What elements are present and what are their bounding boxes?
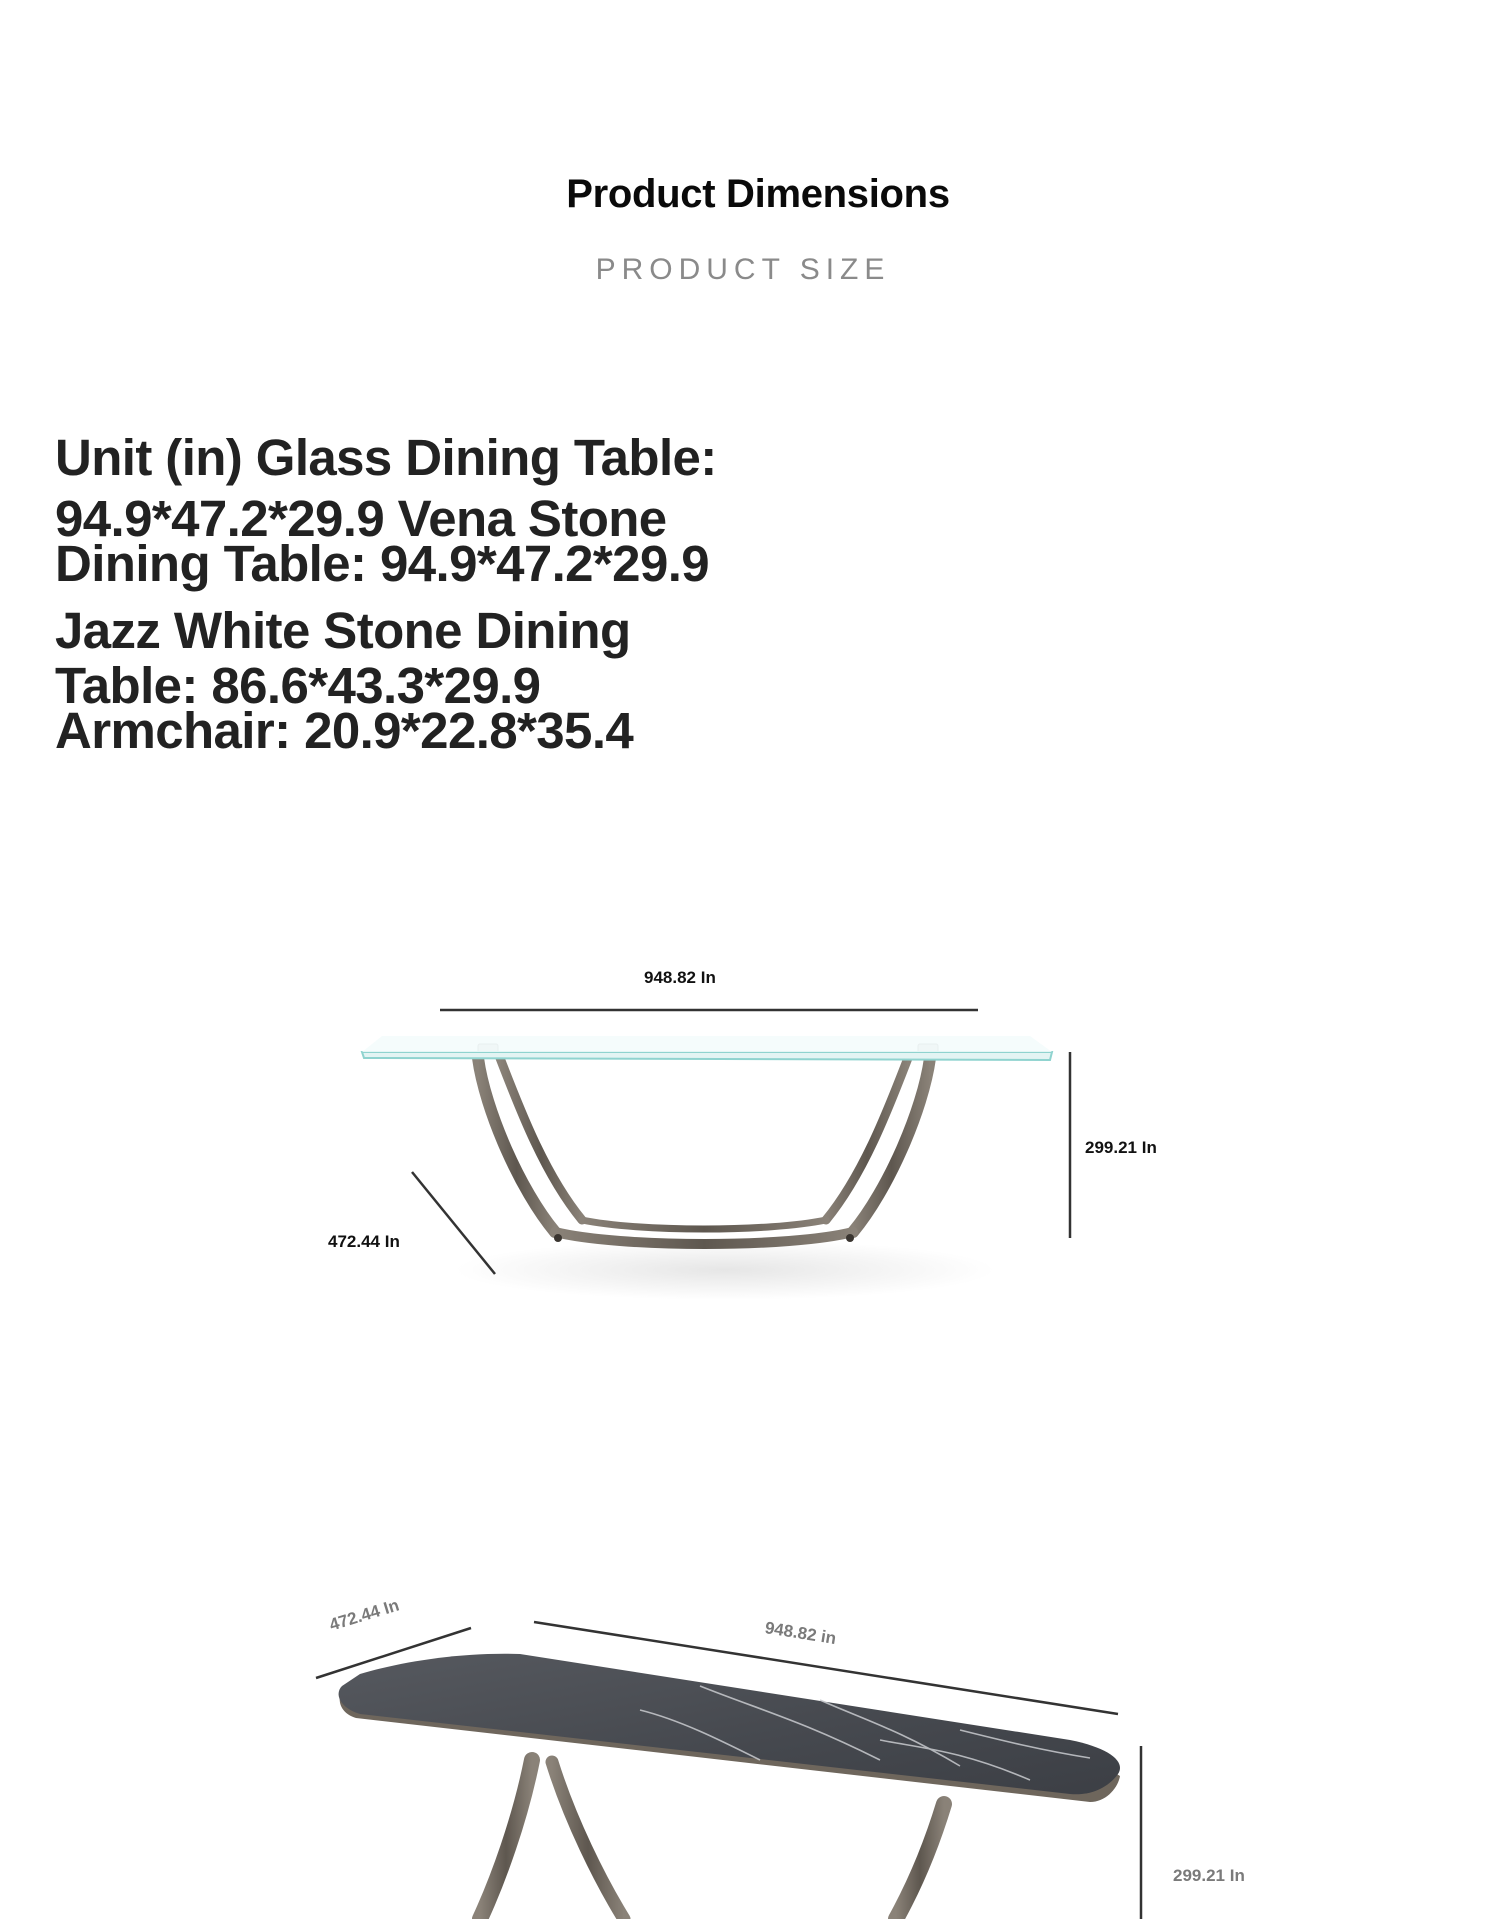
- glass-length-label: 948.82 In: [644, 968, 716, 987]
- page-title: Product Dimensions: [566, 172, 950, 216]
- stone-table-figure: [0, 1590, 1500, 1919]
- spec-line: 94.9*47.2*29.9 Vena Stone: [55, 490, 667, 547]
- glass-table-top: [362, 1052, 1052, 1060]
- stone-length-label: 948.82 in: [763, 1618, 838, 1649]
- spec-line: Dining Table: 94.9*47.2*29.9: [55, 535, 710, 592]
- table-frame: [480, 1760, 944, 1919]
- glass-height-label: 299.21 In: [1085, 1138, 1157, 1157]
- glass-table-illustration: [0, 940, 1500, 1360]
- spec-line: Unit (in) Glass Dining Table:: [55, 429, 717, 486]
- stone-table-top: [339, 1654, 1120, 1795]
- depth-dimension-line: [412, 1172, 495, 1274]
- stone-depth-label: 472.44 In: [327, 1595, 402, 1635]
- spec-line: Table: 86.6*43.3*29.9: [55, 657, 541, 714]
- glass-depth-label: 472.44 In: [328, 1232, 400, 1251]
- stone-table-illustration: [0, 1590, 1500, 1919]
- table-foot: [554, 1234, 562, 1242]
- spec-line: Jazz White Stone Dining: [55, 602, 631, 659]
- floor-shadow: [455, 1240, 995, 1300]
- table-foot: [846, 1234, 854, 1242]
- glass-table-top-surface: [362, 1036, 1052, 1052]
- spec-line: Armchair: 20.9*22.8*35.4: [55, 702, 634, 759]
- page-subtitle: PRODUCT SIZE: [595, 253, 891, 286]
- dimension-specs: [55, 429, 815, 759]
- table-frame: [478, 1058, 930, 1244]
- stone-height-label: 299.21 In: [1173, 1866, 1245, 1885]
- glass-table-figure: [0, 940, 1500, 1360]
